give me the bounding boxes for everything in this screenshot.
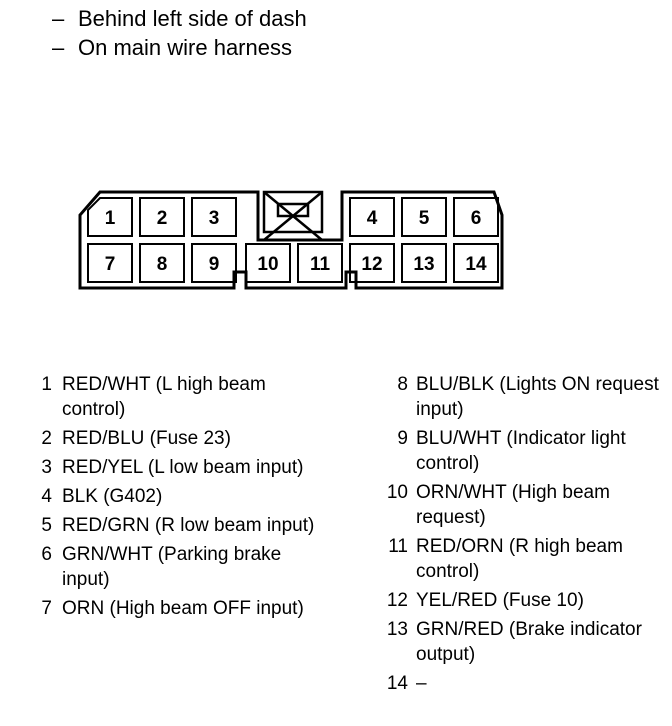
- pin-label: 9: [208, 254, 220, 275]
- pin-legend-right: [384, 372, 670, 700]
- location-text-1: Behind left side of dash: [78, 6, 307, 31]
- pin-description: RED/YEL (L low beam input): [62, 457, 304, 478]
- pin-legend-item: [384, 426, 670, 476]
- pin-legend-item: [34, 426, 324, 451]
- pin-description: BLK (G402): [62, 486, 163, 507]
- pin-label: 6: [470, 208, 482, 229]
- pin-label: 14: [465, 254, 487, 275]
- bullet-dash: –: [52, 35, 65, 60]
- pin-legend-item: [34, 542, 324, 592]
- pin-description: GRN/WHT (Parking brake input): [62, 544, 282, 590]
- pin-number: 13: [386, 619, 408, 640]
- pin-legend-left: [34, 372, 324, 625]
- pin-number: 12: [386, 590, 408, 611]
- pin-legend-item: [34, 372, 324, 422]
- pin-label: 10: [257, 254, 279, 275]
- pin-number: 4: [41, 486, 52, 507]
- pin-description: GRN/RED (Brake indicator output): [416, 619, 642, 665]
- pin-label: 2: [156, 208, 168, 229]
- pin-number: 3: [41, 457, 52, 478]
- connector-latch: [264, 192, 322, 240]
- pin-number: 11: [388, 536, 408, 557]
- pin-legend-item: [34, 596, 324, 621]
- pin-label: 3: [208, 208, 220, 229]
- pin-number: 8: [397, 374, 408, 395]
- pin-label: 11: [309, 254, 331, 275]
- pin-legend-item: [384, 617, 670, 667]
- pin-legend-item: [384, 588, 670, 613]
- pin-label: 5: [418, 208, 430, 229]
- pin-number: 6: [41, 544, 52, 565]
- pin-label: 7: [104, 254, 116, 275]
- pin-number: 9: [397, 428, 408, 449]
- pin-description: RED/GRN (R low beam input): [62, 515, 315, 536]
- pin-number: 14: [386, 673, 408, 694]
- pin-description: RED/WHT (L high beam control): [62, 374, 266, 420]
- pin-description: RED/ORN (R high beam control): [416, 536, 623, 582]
- pin-number: 7: [41, 598, 52, 619]
- pin-description: BLU/WHT (Indicator light control): [416, 428, 626, 474]
- pin-label: 13: [413, 254, 435, 275]
- pin-number: 1: [41, 374, 52, 395]
- pin-number: 5: [41, 515, 52, 536]
- bullet-dash: –: [52, 6, 65, 31]
- pin-description: BLU/BLK (Lights ON request input): [416, 374, 659, 420]
- pin-description: ORN (High beam OFF input): [62, 598, 304, 619]
- pin-description: RED/BLU (Fuse 23): [62, 428, 231, 449]
- pin-legend-item: [34, 513, 324, 538]
- pin-description: –: [416, 673, 427, 694]
- connector-diagram: [0, 0, 672, 320]
- pin-legend-item: [384, 372, 670, 422]
- pin-description: ORN/WHT (High beam request): [416, 482, 610, 528]
- pin-legend-item: [384, 671, 670, 696]
- pin-legend-item: [384, 480, 670, 530]
- pin-label: 4: [366, 208, 378, 229]
- location-text-2: On main wire harness: [78, 35, 292, 60]
- pin-label: 8: [156, 254, 168, 275]
- pin-description: YEL/RED (Fuse 10): [416, 590, 584, 611]
- pin-label: 12: [361, 254, 383, 275]
- pin-legend-item: [384, 534, 670, 584]
- pin-number: 10: [386, 482, 408, 503]
- pin-number: 2: [41, 428, 52, 449]
- pin-label: 1: [104, 208, 116, 229]
- pin-legend-item: [34, 455, 324, 480]
- pin-legend-item: [34, 484, 324, 509]
